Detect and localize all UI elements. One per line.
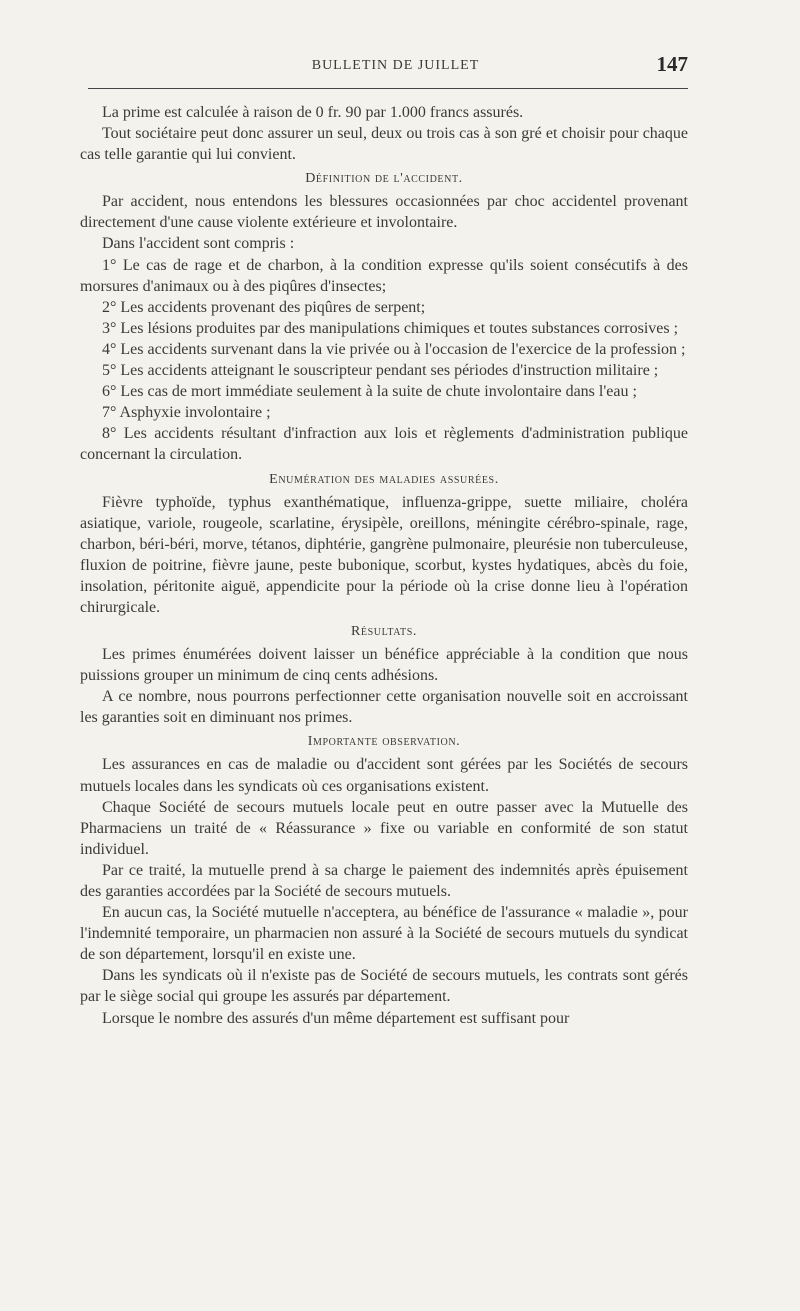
running-title: BULLETIN DE JUILLET <box>311 58 480 73</box>
paragraph: 1° Le cas de rage et de charbon, à la condition expresse qu'ils soient consécutifs à des morsures d'animaux ou à des piqûres d'insectes; <box>80 256 688 295</box>
paragraph: En aucun cas, la Société mutuelle n'acceptera, au bénéfice de l'assurance « maladie », pour l'indemnité temporaire, un pharmacien non assuré à la Société de secours mutuels du syndicat de son département, lorsqu'il en existe une. <box>80 904 688 964</box>
paragraph: 2° Les accidents provenant des piqûres de serpent; <box>102 298 426 316</box>
section-heading: Définition de l'accident. <box>305 171 463 187</box>
body-text <box>80 102 688 1029</box>
paragraph: Tout sociétaire peut donc assurer un seul, deux ou trois cas à son gré et choisir pour chaque cas telle garantie qui lui convient. <box>80 125 688 164</box>
paragraph: Fièvre typhoïde, typhus exanthématique, influenza-grippe, suette miliaire, choléra asiatique, variole, rougeole, scarlatine, érysipèle, oreillons, méningite cérébro-spinale, rage, charbon, béri-béri, morve, tétanos, diphtérie, gangrène pulmonaire, pleurésie non tuberculeuse, fluxion de poitrine, fièvre jaune, peste bubonique, scorbut, kystes hydatiques, abcès du foie, insolation, péritonite aiguë, appendicite pour la période où la crise donne lieu à l'opération chirurgicale. <box>80 493 688 616</box>
header-rule <box>88 88 688 89</box>
section-heading: Enumération des maladies assurées. <box>269 471 499 487</box>
section-heading: Importante observation. <box>307 734 461 750</box>
paragraph: Dans l'accident sont compris : <box>102 235 295 253</box>
paragraph: A ce nombre, nous pourrons perfectionner cette organisation nouvelle soit en accroissant les garanties soit en diminuant nos primes. <box>80 688 688 727</box>
paragraph: 3° Les lésions produites par des manipulations chimiques et toutes substances corrosives ; <box>102 319 679 337</box>
paragraph: 7° Asphyxie involontaire ; <box>102 404 271 422</box>
paragraph: Les primes énumérées doivent laisser un bénéfice appréciable à la condition que nous puissions grouper un minimum de cinq cents adhésions. <box>80 646 688 685</box>
paragraph: Dans les syndicats où il n'existe pas de Société de secours mutuels, les contrats sont gérés par le siège social qui groupe les assurés par département. <box>80 967 688 1006</box>
paragraph: Lorsque le nombre des assurés d'un même département est suffisant pour <box>102 1009 570 1027</box>
paragraph: 6° Les cas de mort immédiate seulement à la suite de chute involontaire dans l'eau ; <box>102 383 637 401</box>
page-number: 147 <box>656 52 688 76</box>
paragraph: 8° Les accidents résultant d'infraction aux lois et règlements d'administration publique concernant la circulation. <box>80 425 688 464</box>
paragraph: 5° Les accidents atteignant le souscripteur pendant ses périodes d'instruction militaire ; <box>102 362 659 380</box>
paragraph: Les assurances en cas de maladie ou d'accident sont gérées par les Sociétés de secours mutuels locales dans les syndicats où ces organisations existent. <box>80 756 688 795</box>
paragraph: Chaque Société de secours mutuels locale peut en outre passer avec la Mutuelle des Pharmaciens un traité de « Réassurance » fixe ou variable en conformité de son statut individuel. <box>80 798 688 858</box>
section-heading: Résultats. <box>350 624 417 640</box>
paragraph: 4° Les accidents survenant dans la vie privée ou à l'occasion de l'exercice de la profession ; <box>102 340 686 358</box>
page-header <box>103 52 688 86</box>
paragraph: La prime est calculée à raison de 0 fr. 90 par 1.000 francs assurés. <box>102 104 524 121</box>
paragraph: Par accident, nous entendons les blessures occasionnées par choc accidentel provenant directement d'une cause violente extérieure et involontaire. <box>80 193 688 232</box>
paragraph: Par ce traité, la mutuelle prend à sa charge le paiement des indemnités après épuisement des garanties accordées par la Société de secours mutuels. <box>80 861 688 900</box>
